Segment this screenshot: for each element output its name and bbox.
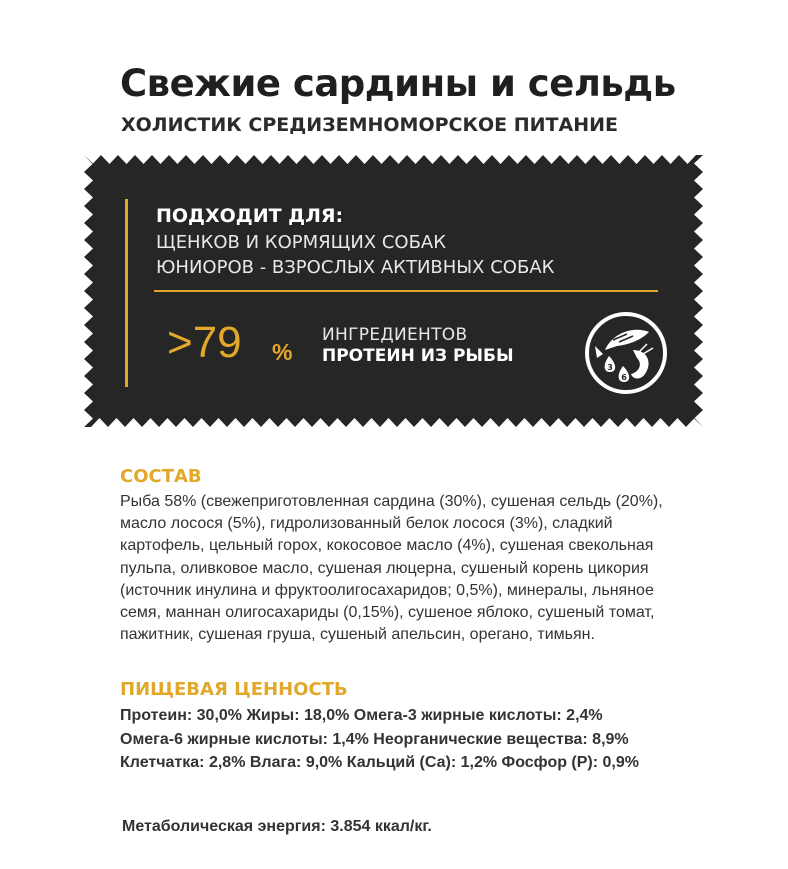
- accent-vertical-line: [125, 199, 128, 387]
- composition-line: Рыба 58% (свежеприготовленная сардина (30%), сушеная сельдь (20%),: [120, 493, 663, 510]
- nutrition-text: [120, 704, 720, 775]
- composition-text: [120, 491, 720, 646]
- composition-heading: СОСТАВ: [120, 466, 202, 487]
- accent-divider: [154, 290, 658, 292]
- composition-line: пажитник, сушеная груша, сушеный апельсин, орегано, тимьян.: [120, 626, 595, 644]
- nutrition-line: Омега-6 жирные кислоты: 1,4% Неорганические вещества: 8,9%: [120, 730, 629, 748]
- product-subtitle: ХОЛИСТИК СРЕДИЗЕМНОМОРСКОЕ ПИТАНИЕ: [121, 114, 618, 136]
- suitable-item: ЩЕНКОВ И КОРМЯЩИХ СОБАК: [156, 232, 447, 253]
- composition-line: (источник инулина и фруктоолигосахаридов; 0,5%), минералы, льняное: [120, 581, 654, 599]
- product-title: Свежие сардины и сельдь: [120, 62, 676, 105]
- nutrition-line: Протеин: 30,0% Жиры: 18,0% Омега-3 жирные кислоты: 2,4%: [120, 707, 603, 724]
- suitable-item: ЮНИОРОВ - ВЗРОСЛЫХ АКТИВНЫХ СОБАК: [156, 257, 555, 278]
- nutrition-heading: ПИЩЕВАЯ ЦЕННОСТЬ: [120, 679, 348, 700]
- metabolic-energy: Метаболическая энергия: 3.854 ккал/кг.: [122, 818, 432, 835]
- omega3-label: 3: [607, 363, 613, 372]
- omega6-label: 6: [621, 373, 627, 382]
- composition-line: пульпа, оливковое масло, сушеная люцерна, сушеный корень цикория: [120, 559, 649, 577]
- composition-line: семя, маннан олигосахариды (0,15%), сушеное яблоко, сушеный томат,: [120, 604, 655, 622]
- composition-line: масло лосося (5%), гидролизованный белок лосося (3%), сладкий: [120, 515, 613, 533]
- suitable-heading: ПОДХОДИТ ДЛЯ:: [156, 205, 344, 227]
- protein-percent-value: >79: [167, 318, 242, 367]
- ingredients-label: ИНГРЕДИЕНТОВ: [322, 325, 468, 345]
- protein-percent-sign: %: [272, 339, 293, 365]
- composition-line: картофель, цельный горох, кокосовое масло (4%), сушеная свекольная: [120, 537, 654, 555]
- fish-protein-label: ПРОТЕИН ИЗ РЫБЫ: [322, 346, 514, 366]
- fish-omega-icon: [583, 310, 669, 396]
- nutrition-line: Клетчатка: 2,8% Влага: 9,0% Кальций (Са): 1,2% Фосфор (Р): 0,9%: [120, 754, 639, 771]
